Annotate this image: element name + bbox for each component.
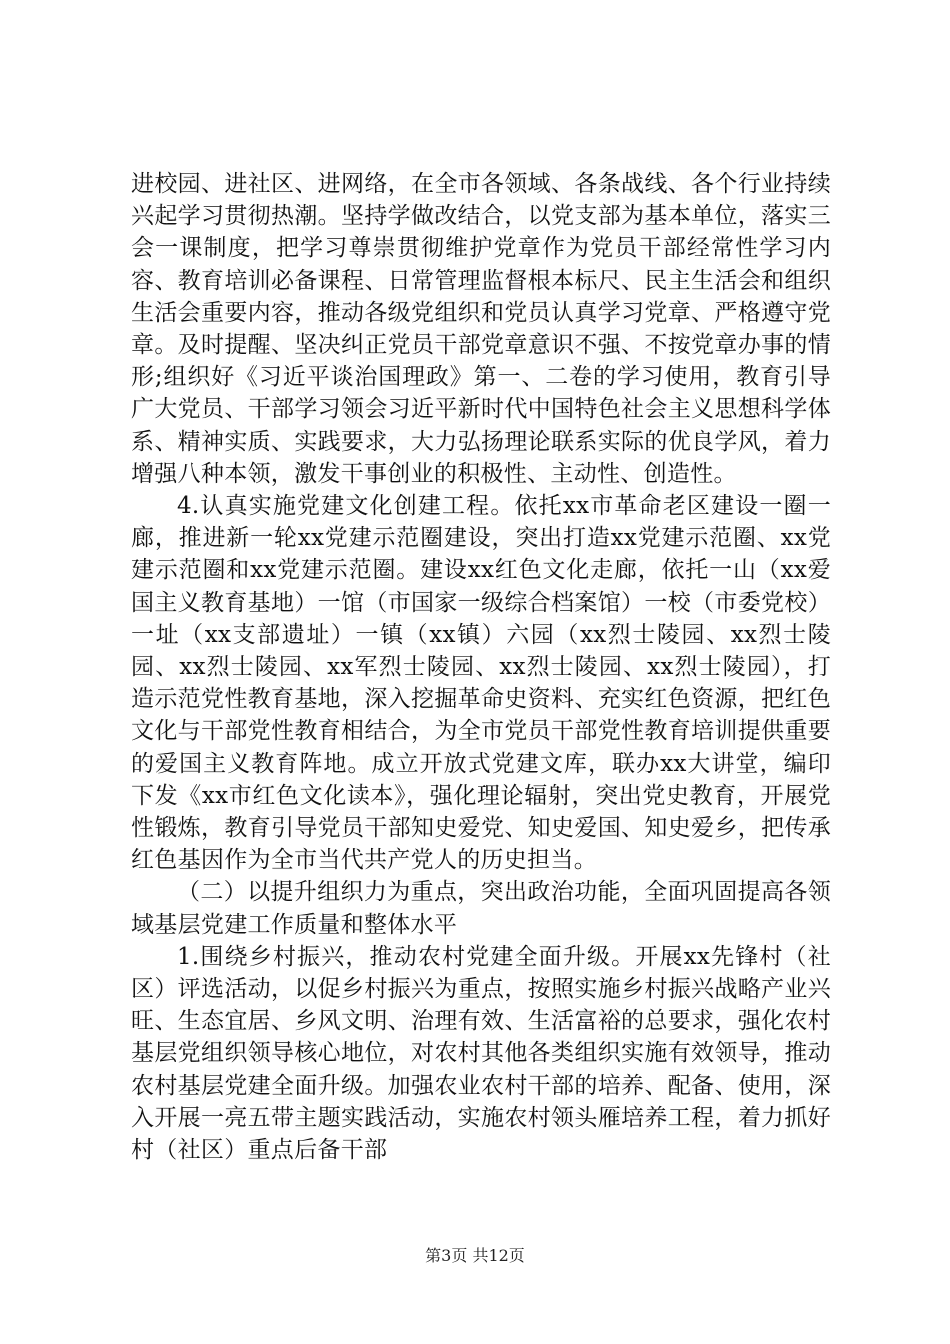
paragraph-continuation: 进校园、进社区、进网络，在全市各领域、各条战线、各个行业持续兴起学习贯彻热潮。坚持学做改结合，以党支部为基本单位，落实三会一课制度，把学习尊崇贯彻维护党章作为党员干部经常性学习内容、教育培训必备课程、日常管理监督根本标尺、民主生活会和组织生活会重要内容，推动各级党组织和党员认真学习党章、严格遵守党章。及时提醒、坚决纠正党员干部党章意识不强、不按党章办事的情形;组织好《习近平谈治国理政》第一、二卷的学习使用，教育引导广大党员、干部学习领会习近平新时代中国特色社会主义思想科学体系、精神实质、实践要求，大力弘扬理论联系实际的优良学风，着力增强八种本领，激发干事创业的积极性、主动性、创造性。 [131, 171, 831, 487]
document-body [131, 168, 831, 1166]
paragraph-party-culture: 4.认真实施党建文化创建工程。依托xx市革命老区建设一圈一廊，推进新一轮xx党建示范圈建设，突出打造xx党建示范圈、xx党建示范圈和xx党建示范圈。建设xx红色文化走廊，依托一山（xx爱国主义教育基地）一馆（市国家一级综合档案馆）一校（市委党校）一址（xx支部遗址）一镇（xx镇）六园（xx烈士陵园、xx烈士陵园、xx烈士陵园、xx军烈士陵园、xx烈士陵园、xx烈士陵园），打造示范党性教育基地，深入挖掘革命史资料、充实红色资源，把红色文化与干部党性教育相结合，为全市党员干部党性教育培训提供重要的爱国主义教育阵地。成立开放式党建文库，联办xx大讲堂，编印下发《xx市红色文化读本》，强化理论辐射，突出党史教育，开展党性锻炼，教育引导党员干部知史爱党、知史爱国、知史爱乡，把传承红色基因作为全市当代共产党人的历史担当。 [131, 493, 831, 874]
section-heading: （二）以提升组织力为重点，突出政治功能，全面巩固提高各领域基层党建工作质量和整体水平 [131, 879, 831, 938]
paragraph-rural-revitalization: 1.围绕乡村振兴，推动农村党建全面升级。开展xx先锋村（社区）评选活动，以促乡村振兴为重点，按照实施乡村振兴战略产业兴旺、生态宜居、乡风文明、治理有效、生活富裕的总要求，强化农村基层党组织领导核心地位，对农村其他各类组织实施有效领导，推动农村基层党建全面升级。加强农业农村干部的培养、配备、使用，深入开展一亮五带主题实践活动，实施农村领头雁培养工程，着力抓好村（社区）重点后备干部 [131, 943, 831, 1164]
page-number-footer: 第3页 共12页 [425, 1246, 525, 1265]
